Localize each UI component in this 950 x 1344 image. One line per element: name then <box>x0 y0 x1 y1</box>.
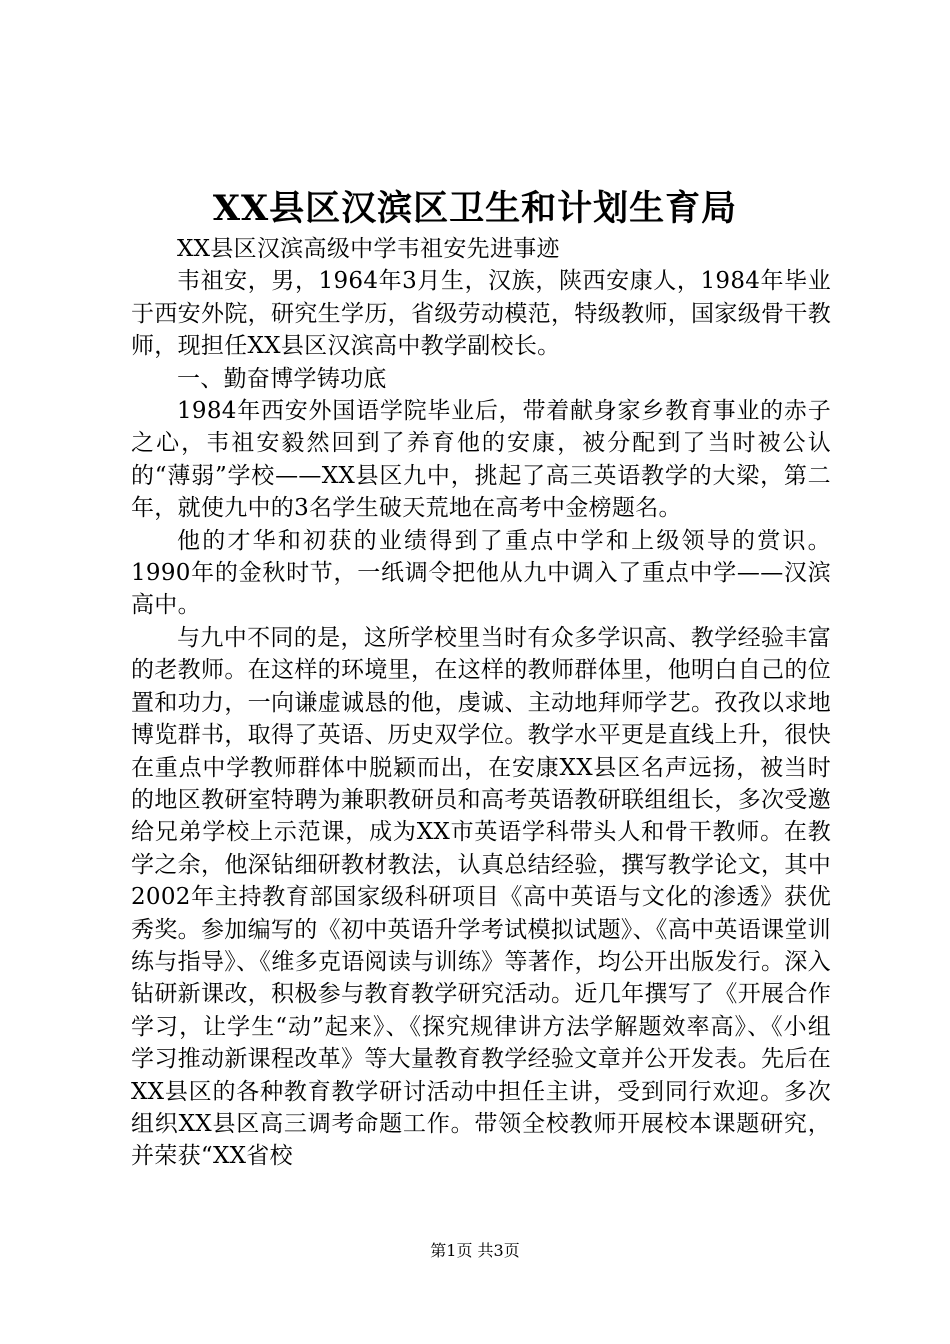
section-heading: 一、勤奋博学铸功底 <box>177 365 387 392</box>
paragraph: 1984年西安外国语学院毕业后，带着献身家乡教育事业的赤子之心，韦祖安毅然回到了养育他的安康，被分配到了当时被公认的“薄弱”学校——XX县区九中，挑起了高三英语教学的大梁，第二年，就使九中的3名学生破天荒地在高考中金榜题名。 <box>131 398 831 522</box>
paragraph-subtitle: XX县区汉滨高级中学韦祖安先进事迹 <box>177 236 560 262</box>
document-title: XX县区汉滨区卫生和计划生育局 <box>212 188 738 229</box>
paragraph: 他的才华和初获的业绩得到了重点中学和上级领导的赏识。1990年的金秋时节，一纸调令把他从九中调入了重点中学——汉滨高中。 <box>131 527 831 619</box>
document-body <box>131 233 831 1173</box>
page-footer: 第1页 共3页 <box>430 1241 520 1260</box>
paragraph-intro: 韦祖安，男，1964年3月生，汉族，陕西安康人，1984年毕业于西安外院，研究生学历，省级劳动模范，特级教师，国家级骨干教师，现担任XX县区汉滨高中教学副校长。 <box>131 268 831 360</box>
paragraph: 与九中不同的是，这所学校里当时有众多学识高、教学经验丰富的老教师。在这样的环境里，在这样的教师群体里，他明白自己的位置和功力，一向谦虚诚恳的他，虔诚、主动地拜师学艺。孜孜以求地博览群书，取得了英语、历史双学位。教学水平更是直线上升，很快在重点中学教师群体中脱颖而出，在安康XX县区名声远扬，被当时的地区教研室特聘为兼职教研员和高考英语教研联组组长，多次受邀给兄弟学校上示范课，成为XX市英语学科带头人和骨干教师。在教学之余，他深钻细研教材教法，认真总结经验，撰写教学论文，其中2002年主持教育部国家级科研项目《高中英语与文化的渗透》获优秀奖。参加编写的《初中英语升学考试模拟试题》、《高中英语课堂训练与指导》、《维多克语阅读与训练》等著作，均公开出版发行。深入钻研新课改，积极参与教育教学研究活动。近几年撰写了《开展合作学习，让学生“动”起来》、《探究规律讲方法学解题效率高》、《小组学习推动新课程改革》等大量教育教学经验文章并公开发表。先后在XX县区的各种教育教学研讨活动中担任主讲，受到同行欢迎。多次组织XX县区高三调考命题工作。带领全校教师开展校本课题研究，并荣获“XX省校 <box>131 624 831 1170</box>
